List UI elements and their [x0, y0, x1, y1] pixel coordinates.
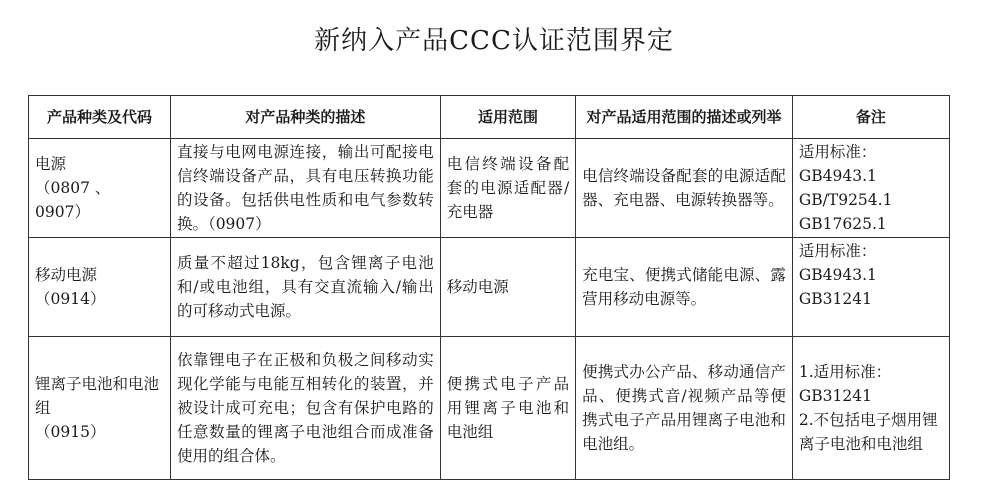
cell-remarks: 1.适用标准： GB31241 2.不包括电子烟用锂离子电池和电池组 [792, 337, 949, 480]
cell-description: 质量不超过18kg，包含锂离子电池和/或电池组，具有交直流输入/输出的可移动式电源。 [170, 238, 440, 337]
cell-description: 依靠锂电子在正极和负极之间移动实现化学能与电能互相转化的装置，并被设计成可充电；包含有保护电路的任意数量的锂离子电池组合而成准备使用的组合体。 [170, 337, 440, 480]
table-row [29, 238, 950, 337]
header-scope-description: 对产品适用范围的描述或列举 [576, 96, 793, 139]
cell-scope: 电信终端设备配套的电源适配器/充电器 [440, 139, 575, 238]
ccc-scope-table [28, 95, 950, 480]
cell-category: 电源 （0807 、 0907） [29, 139, 171, 238]
cell-description: 直接与电网电源连接，输出可配接电信终端设备产品，具有电压转换功能的设备。包括供电性质和电气参数转换。（0907） [170, 139, 440, 238]
cell-remarks: 适用标准： GB4943.1 GB31241 [792, 238, 949, 337]
header-scope: 适用范围 [440, 96, 575, 139]
cell-scope: 便携式电子产品用锂离子电池和电池组 [440, 337, 575, 480]
cell-scope: 移动电源 [440, 238, 575, 337]
cell-scope-description: 电信终端设备配套的电源适配器、充电器、电源转换器等。 [576, 139, 793, 238]
cell-scope-description: 便携式办公产品、移动通信产品、便携式音/视频产品等便携式电子产品用锂离子电池和电池组。 [576, 337, 793, 480]
cell-category: 移动电源 （0914） [29, 238, 171, 337]
cell-category: 锂离子电池和电池组 （0915） [29, 337, 171, 480]
table-row [29, 337, 950, 480]
header-remarks: 备注 [792, 96, 949, 139]
cell-scope-description: 充电宝、便携式储能电源、露营用移动电源等。 [576, 238, 793, 337]
cell-remarks: 适用标准： GB4943.1 GB/T9254.1 GB17625.1 [792, 139, 949, 238]
table-header-row [29, 96, 950, 139]
header-category: 产品种类及代码 [29, 96, 171, 139]
table-row [29, 139, 950, 238]
header-description: 对产品种类的描述 [170, 96, 440, 139]
page-title: 新纳入产品CCC认证范围界定 [314, 26, 674, 56]
